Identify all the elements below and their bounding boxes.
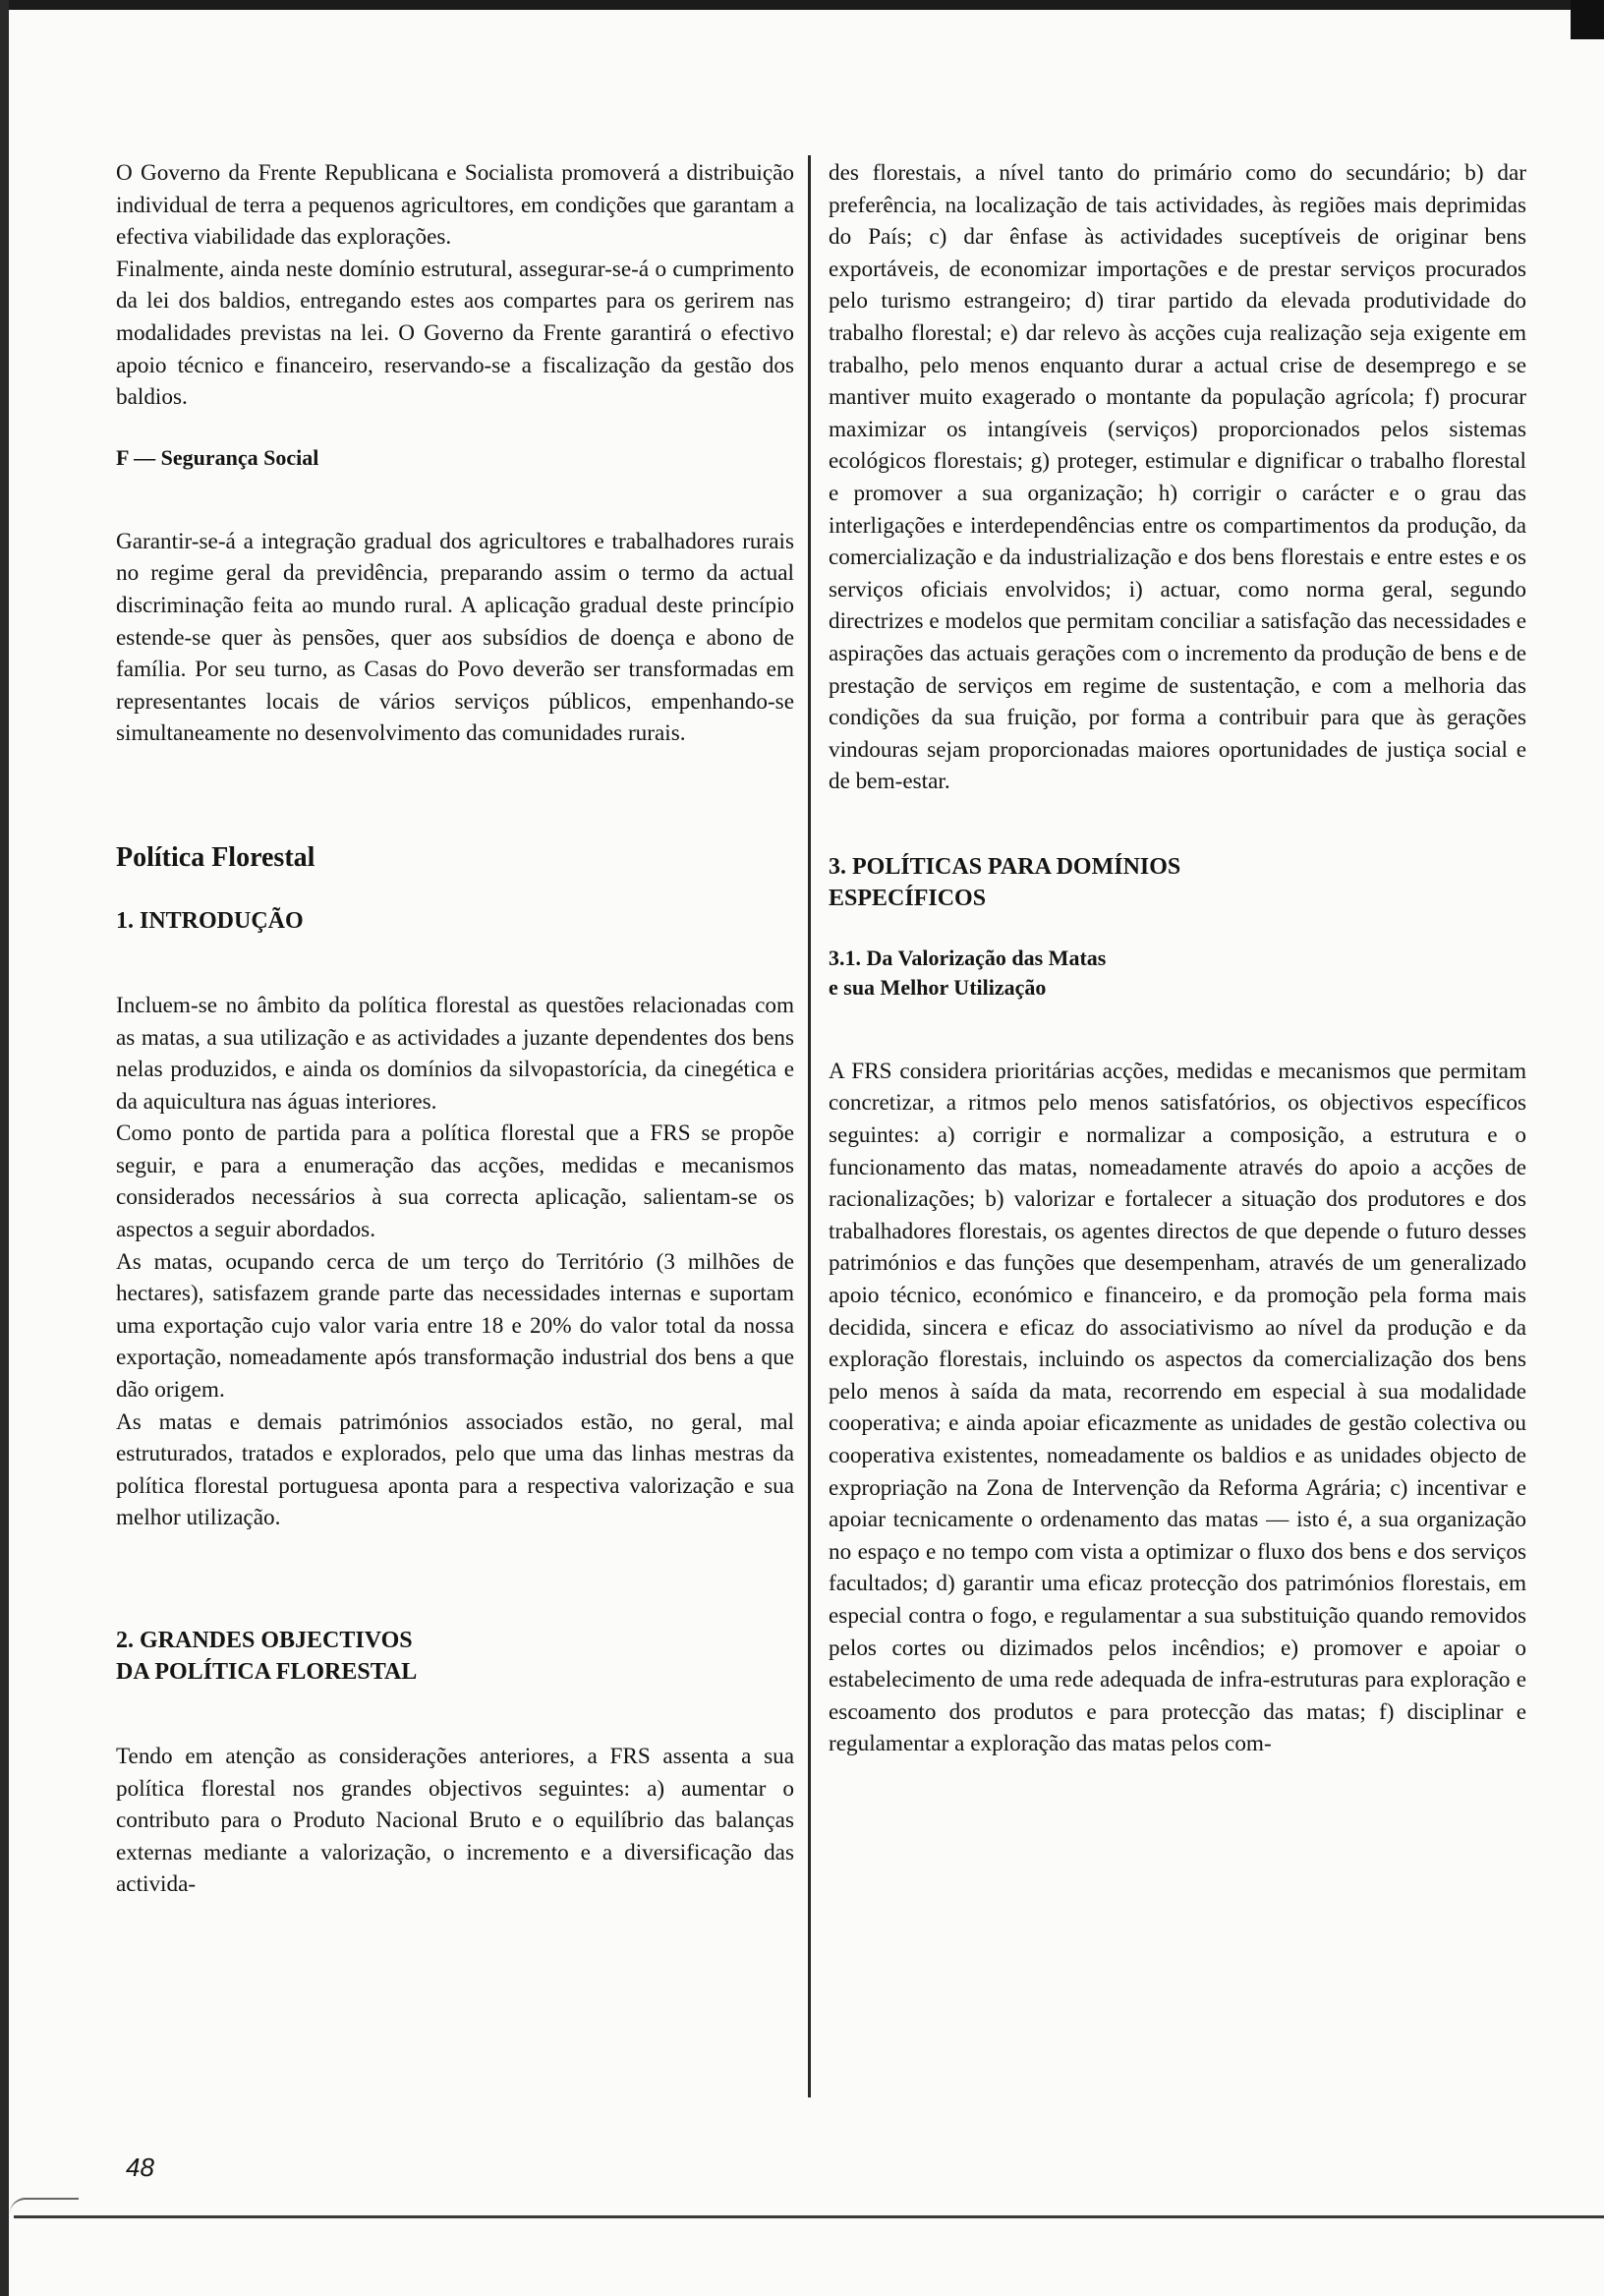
paragraph: As matas e demais patrimónios associados estão, no geral, mal estruturados, tratados e explorados, pelo que uma das linhas mestras da política florestal portuguesa aponta para a respectiva valorização e sua melhor utilização.	[116, 1408, 794, 1531]
paragraph: As matas, ocupando cerca de um terço do Território (3 milhões de hectares), satisfazem grande parte das necessidades internas e suportam uma exportação cujo valor varia entre 18 e 20% do valor total da nossa exportação, nomeadamente após transformação industrial dos bens a que dão origem.	[116, 1248, 794, 1404]
heading-line: e sua Melhor Utilização	[829, 974, 1047, 1000]
section-heading-objectivos	[116, 1625, 794, 1688]
paragraph: des florestais, a nível tanto do primário como do secundário; b) dar preferência, na localização de tais actividades, às regiões mais deprimidas do País; c) dar ênfase às actividades suceptíveis de originar bens exportáveis, de economizar importações e de prestar serviços procurados pelo turismo estrangeiro; d) tirar partido da elevada produtividade do trabalho florestal; e) dar relevo às acções cuja realização seja exigente em trabalho, pelo menos enquanto durar a actual crise de desemprego e se mantiver muito exagerado o montante da população agrícola; f) procurar maximizar os intangíveis (serviços) proporcionados pelos sistemas ecológicos florestais; g) proteger, estimular e dignificar o trabalho florestal e promover a sua organização; h) corrigir o carácter e o grau das interligações e interdependências entre os compartimentos da produção, da comercialização e da industrialização e dos bens florestais e entre estes e os serviços oficiais envolvidos; i) actuar, como norma geral, segundo directrizes e modelos que permitam conciliar a satisfação das necessidades e aspirações das actuais gerações com o incremento da produção de bens e de prestação de serviços em regime de sustentação, e com a melhoria das condições da sua fruição, por forma a contribuir para que às gerações vindouras sejam proporcionadas maiores oportunidades de justiça social e de bem-estar.	[829, 160, 1526, 795]
heading-line: 3. POLÍTICAS PARA DOMÍNIOS	[829, 853, 1181, 880]
heading-line: 3.1. Da Valorização das Matas	[829, 945, 1107, 970]
heading-line: ESPECÍFICOS	[829, 885, 987, 911]
paragraph: Finalmente, ainda neste domínio estrutural, assegurar-se-á o cumprimento da lei dos baldios, entregando estes aos compartes para os gerirem nas modalidades previstas na lei. O Governo da Frente garantirá o efectivo apoio técnico e financeiro, reservando-se a fiscalização da gestão dos baldios.	[116, 256, 794, 411]
scan-curl-mark	[10, 2198, 79, 2213]
heading-line: 2. GRANDES OBJECTIVOS	[116, 1628, 413, 1653]
heading-line: DA POLÍTICA FLORESTAL	[116, 1659, 418, 1685]
left-column	[116, 157, 794, 1901]
section-heading-introducao: 1. INTRODUÇÃO	[116, 907, 304, 934]
paragraph: A FRS considera prioritárias acções, medidas e mecanismos que permitam concretizar, a ritmos pelo menos satisfatórios, os objectivos específicos seguintes: a) corrigir e normalizar a composição, a estrutura e o funcionamento das matas, nomeadamente através do apoio a acções de racionalizações; b) valorizar e fortalecer a situação dos produtores e dos trabalhadores florestais, os agentes directos de que depende o futuro desses patrimónios e das funções que desempenham, através de um generalizado apoio técnico, económico e financeiro, e da promoção pela forma mais decidida, sincera e eficaz do associativismo ao nível da produção e da exploração florestais, incluindo os aspectos da comercialização dos bens pelo menos à saída da mata, recorrendo em especial à sua modalidade cooperativa; e ainda apoiar eficazmente as unidades de gestão colectiva ou cooperativa existentes, nomeadamente os baldios e as unidades objecto de expropriação na Zona de Intervenção da Reforma Agrária; c) incentivar e apoiar tecnicamente o ordenamento das matas — isto é, a sua organização no espaço e no tempo com vista a optimizar o fluxo dos bens e dos serviços facultados; d) garantir uma eficaz protecção dos patrimónios florestais, em especial contra o fogo, e regulamentar a sua substituição quando removidos pelos cortes ou dizimados pelos incêndios; e) promover e apoiar o estabelecimento de uma rede adequada de infra-estruturas para exploração e escoamento dos produtos e para protecção das matas; f) disciplinar e regulamentar a exploração das matas pelos com-	[829, 1058, 1526, 1757]
section-heading-dominios	[829, 851, 1526, 914]
subsection-heading-valorizacao	[829, 944, 1526, 1003]
section-heading-seguranca-social: F — Segurança Social	[116, 444, 319, 470]
column-divider	[808, 155, 811, 2097]
scan-edge-top	[0, 0, 1604, 10]
topic-title: Política Florestal	[116, 841, 315, 873]
paragraph: Garantir-se-á a integração gradual dos agricultores e trabalhadores rurais no regime geral da previdência, preparando assim o termo da actual discriminação feita ao mundo rural. A aplicação gradual deste princípio estende-se quer às pensões, quer aos subsídios de doença e abono de família. Por seu turno, as Casas do Povo deverão ser transformadas em representantes locais de vários serviços públicos, empenhando-se simultaneamente no desenvolvimento das comunidades rurais.	[116, 528, 794, 747]
paragraph: O Governo da Frente Republicana e Socialista promoverá a distribuição individual de terra a pequenos agricultores, em condições que garantam a efectiva viabilidade das explorações.	[116, 160, 794, 251]
scan-edge-bottom	[14, 2215, 1604, 2218]
scan-edge-left	[0, 0, 9, 2296]
scan-corner-mark	[1571, 0, 1604, 39]
paragraph: Incluem-se no âmbito da política florestal as questões relacionadas com as matas, a sua utilização e as actividades a juzante dependentes dos bens nelas produzidos, e ainda os domínios da silvopastorícia, da cinegética e da aquicultura nas águas interiores.	[116, 992, 794, 1115]
paragraph: Como ponto de partida para a política florestal que a FRS se propõe seguir, e para a enumeração das acções, medidas e mecanismos considerados necessários à sua correcta aplicação, salientam-se os aspectos a seguir abordados.	[116, 1120, 794, 1243]
right-column	[829, 157, 1526, 1760]
page-number: 48	[126, 2152, 154, 2182]
paragraph: Tendo em atenção as considerações anteriores, a FRS assenta a sua política florestal nos grandes objectivos seguintes: a) aumentar o contributo para o Produto Nacional Bruto e o equilíbrio das balanças externas mediante a valorização, o incremento e a diversificação das activida-	[116, 1744, 794, 1898]
